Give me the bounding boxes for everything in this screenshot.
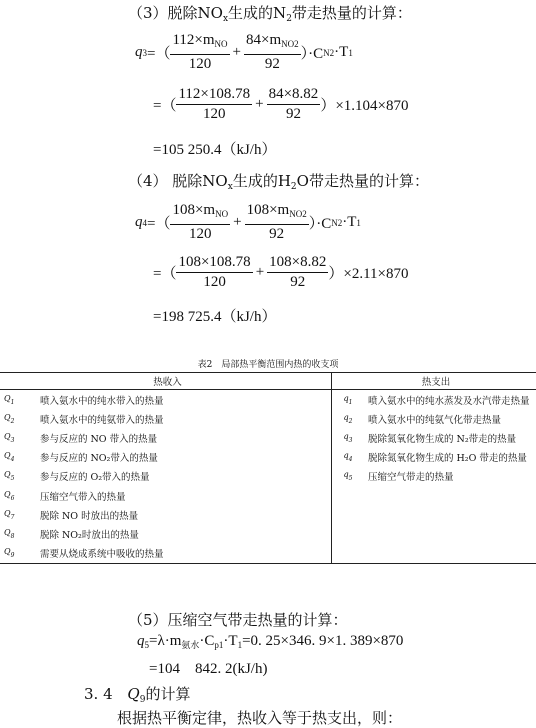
- income-symbol-letter: Q: [4, 412, 11, 422]
- income-symbol-sub: 5: [10, 475, 15, 483]
- income-symbol-letter: Q: [4, 470, 11, 480]
- q5-t-sub: 1: [237, 640, 243, 650]
- income-symbol: [0, 486, 36, 505]
- numerator: 84×m: [246, 32, 282, 48]
- denominator: 92: [285, 106, 301, 122]
- numerator: 108×m: [172, 202, 216, 218]
- q5-t: ·T: [223, 633, 238, 649]
- expense-item: 喷入氨水中的纯氨气化带走热量: [367, 414, 501, 426]
- q5-expression: =0. 25×346. 9×1. 389×870: [242, 633, 404, 649]
- equals-paren: =（: [147, 216, 171, 232]
- income-symbol-letter: Q: [4, 451, 11, 461]
- income-symbol-sub: 6: [10, 494, 15, 502]
- denominator: 92: [264, 56, 280, 72]
- plus-sign: +: [232, 44, 242, 60]
- q4-subscript: 4: [142, 217, 147, 228]
- income-symbol-letter: Q: [4, 431, 11, 441]
- numerator-sub: NO2: [289, 209, 307, 219]
- table-row: [0, 505, 536, 524]
- paragraph: 根据热平衡定律，热收入等于热支出，则：: [117, 709, 403, 727]
- expense-symbol-letter: q: [343, 451, 349, 461]
- tail-c: ）·C: [300, 46, 324, 62]
- fraction-numeric-2: [267, 86, 321, 123]
- denominator: 120: [203, 106, 226, 122]
- income-symbol-sub: 8: [10, 532, 15, 540]
- expense-symbol: [332, 524, 364, 543]
- q5-c: ·C: [199, 633, 215, 649]
- expense-symbol: [332, 505, 364, 524]
- q4-symbol: q: [135, 214, 143, 230]
- income-symbol-letter: Q: [4, 393, 11, 403]
- equals-paren: =（: [153, 266, 177, 282]
- q5-m-sub: 氨水: [181, 640, 200, 650]
- q5-result: =104 842. 2(kJ/h): [149, 661, 268, 677]
- expense-symbol: [332, 486, 364, 505]
- expense-symbol-letter: q: [343, 431, 349, 441]
- fraction-no2: [244, 32, 301, 73]
- q5-symbol: q: [137, 633, 145, 649]
- table-caption: 表2 局部热平衡范围内热的收支项: [197, 360, 339, 370]
- equals-paren: =（: [147, 46, 171, 62]
- table: [0, 372, 536, 564]
- plus-sign: +: [255, 96, 264, 112]
- fraction-numeric-1: [176, 254, 252, 291]
- plus-sign: +: [255, 264, 265, 280]
- left-header: 热收入: [0, 373, 332, 390]
- income-item: 参与反应的 O₂带入的热量: [36, 467, 332, 486]
- line-tail: ）×1.104×870: [320, 98, 409, 114]
- section-title: 的计算: [145, 685, 191, 703]
- table-row: [0, 428, 536, 447]
- income-item: 参与反应的 NO 带入的热量: [36, 428, 332, 447]
- expense-symbol: [332, 544, 364, 564]
- q3-numeric-line: [153, 86, 408, 123]
- income-symbol-letter: Q: [4, 547, 11, 557]
- expense-symbol: [332, 467, 364, 486]
- expense-symbol-sub: 3: [348, 436, 353, 444]
- income-item: 脱除 NO₂时放出的热量: [36, 524, 332, 543]
- tail-t: ·T: [342, 214, 357, 230]
- heading-sub: 2: [290, 182, 297, 192]
- q4-numeric-line: [153, 254, 409, 291]
- income-item: 脱除 NO 时放出的热量: [36, 505, 332, 524]
- income-item: 喷入氨水中的纯水带入的热量: [36, 390, 332, 410]
- expense-item: [364, 544, 536, 564]
- income-symbol-sub: 9: [10, 552, 15, 560]
- expense-symbol-letter: q: [343, 393, 349, 403]
- expense-item: [364, 486, 536, 505]
- fraction-no: [170, 202, 230, 243]
- expense-symbol: [332, 448, 364, 467]
- tail-c-sub: N2: [331, 217, 343, 228]
- income-symbol: [0, 448, 36, 467]
- expense-item: 脱除氮氧化物生成的 H₂O 带走的热量: [367, 453, 527, 465]
- expense-symbol-sub: 1: [348, 398, 353, 406]
- expense-symbol: [332, 428, 364, 447]
- q3-result: =105 250.4（kJ/h）: [153, 142, 277, 158]
- income-symbol: [0, 505, 36, 524]
- q3-subscript: 3: [142, 47, 147, 58]
- expense-item: [364, 524, 536, 543]
- income-item: 压缩空气带入的热量: [36, 486, 332, 505]
- heading-text: 生成的H: [232, 172, 291, 190]
- q4-formula: [135, 202, 361, 243]
- table-row: [0, 390, 536, 410]
- denominator: 120: [189, 226, 212, 242]
- q4-result: =198 725.4（kJ/h）: [153, 309, 277, 325]
- heading-sub: x: [222, 14, 229, 24]
- section-5-heading: （5）压缩空气带走热量的计算：: [128, 611, 348, 629]
- heading-text: （3）脱除NO: [128, 4, 223, 22]
- numerator: 108×108.78: [176, 254, 252, 273]
- fraction-no: [170, 32, 229, 73]
- tail-c-sub: N2: [323, 47, 335, 58]
- income-symbol: [0, 544, 36, 564]
- income-symbol-letter: Q: [4, 489, 11, 499]
- line-tail: ）×2.11×870: [328, 266, 409, 282]
- q3-symbol: q: [135, 44, 143, 60]
- expense-symbol-letter: q: [343, 470, 349, 480]
- section-number: 3. 4: [84, 685, 113, 703]
- income-symbol: [0, 409, 36, 428]
- income-symbol-sub: 3: [10, 436, 15, 444]
- numerator: 84×8.82: [267, 86, 321, 105]
- fraction-numeric-2: [267, 254, 328, 291]
- tail-t-sub: 1: [348, 47, 353, 58]
- numerator-sub: NO2: [281, 39, 299, 49]
- numerator: 108×m: [246, 202, 290, 218]
- heading-sub: 2: [286, 14, 292, 24]
- q3-formula: [135, 32, 353, 73]
- heading-sub: x: [227, 182, 233, 192]
- numerator: 108×8.82: [267, 254, 328, 273]
- fraction-numeric-1: [176, 86, 252, 123]
- income-item: 参与反应的 NO₂带入的热量: [36, 448, 332, 467]
- expense-symbol-letter: q: [343, 412, 349, 422]
- numerator-sub: NO: [215, 209, 229, 219]
- tail-c: ）·C: [308, 216, 332, 232]
- income-symbol: [0, 524, 36, 543]
- income-symbol-letter: Q: [4, 508, 11, 518]
- table-row: [0, 524, 536, 543]
- denominator: 120: [203, 274, 226, 290]
- q5-subscript: 5: [144, 640, 149, 650]
- plus-sign: +: [233, 214, 242, 230]
- income-symbol: [0, 467, 36, 486]
- expense-symbol: [332, 390, 364, 410]
- section-3-heading: [128, 2, 412, 24]
- section-4-heading: [128, 170, 429, 192]
- tail-t: ·T: [334, 44, 349, 60]
- income-symbol-sub: 1: [10, 398, 15, 406]
- denominator: 92: [269, 226, 285, 242]
- income-symbol-sub: 2: [10, 417, 15, 425]
- table-row: [0, 448, 536, 467]
- numerator-sub: NO: [214, 39, 228, 49]
- expense-symbol: [332, 409, 364, 428]
- income-symbol: [0, 428, 36, 447]
- expense-symbol-sub: 2: [348, 417, 353, 425]
- q5-c-sub: p1: [214, 640, 224, 650]
- income-symbol: [0, 390, 36, 410]
- heat-balance-table: [0, 372, 536, 564]
- expense-item: [364, 505, 536, 524]
- section-3-4-heading: [84, 683, 190, 705]
- table-row: [0, 409, 536, 428]
- heading-text: 带走热量的计算：: [291, 4, 412, 22]
- table-row: [0, 486, 536, 505]
- heading-text: 生成的N: [228, 4, 287, 22]
- income-symbol-sub: 4: [10, 456, 15, 464]
- q9-subscript: 9: [139, 695, 146, 705]
- denominator: 92: [290, 274, 306, 290]
- expense-symbol-sub: 5: [348, 475, 353, 483]
- right-header: 热支出: [332, 373, 536, 390]
- table-header-row: [0, 373, 536, 390]
- income-symbol-letter: Q: [4, 527, 11, 537]
- fraction-no2: [245, 202, 309, 243]
- numerator: 112×m: [172, 32, 215, 48]
- q9-symbol: Q: [127, 685, 140, 703]
- denominator: 120: [188, 56, 212, 72]
- income-item: 需要从烧成系统中吸收的热量: [36, 544, 332, 564]
- numerator: 112×108.78: [176, 86, 252, 105]
- expense-item: 压缩空气带走的热量: [367, 472, 454, 484]
- q5-formula: [137, 633, 403, 651]
- heading-text: （4） 脱除NO: [128, 172, 228, 190]
- expense-item: 脱除氮氧化物生成的 N₂带走的热量: [367, 433, 517, 445]
- q5-lambda-m: =λ·m: [149, 633, 182, 649]
- tail-t-sub: 1: [356, 217, 361, 228]
- income-item: 喷入氨水中的纯氨带入的热量: [36, 409, 332, 428]
- heading-text: O带走热量的计算：: [296, 172, 429, 190]
- table-row: [0, 467, 536, 486]
- equals-paren: =（: [153, 98, 177, 114]
- table-row: [0, 544, 536, 564]
- expense-symbol-sub: 4: [348, 456, 353, 464]
- income-symbol-sub: 7: [10, 513, 15, 521]
- expense-item: 喷入氨水中的纯水蒸发及水汽带走热量: [367, 395, 530, 407]
